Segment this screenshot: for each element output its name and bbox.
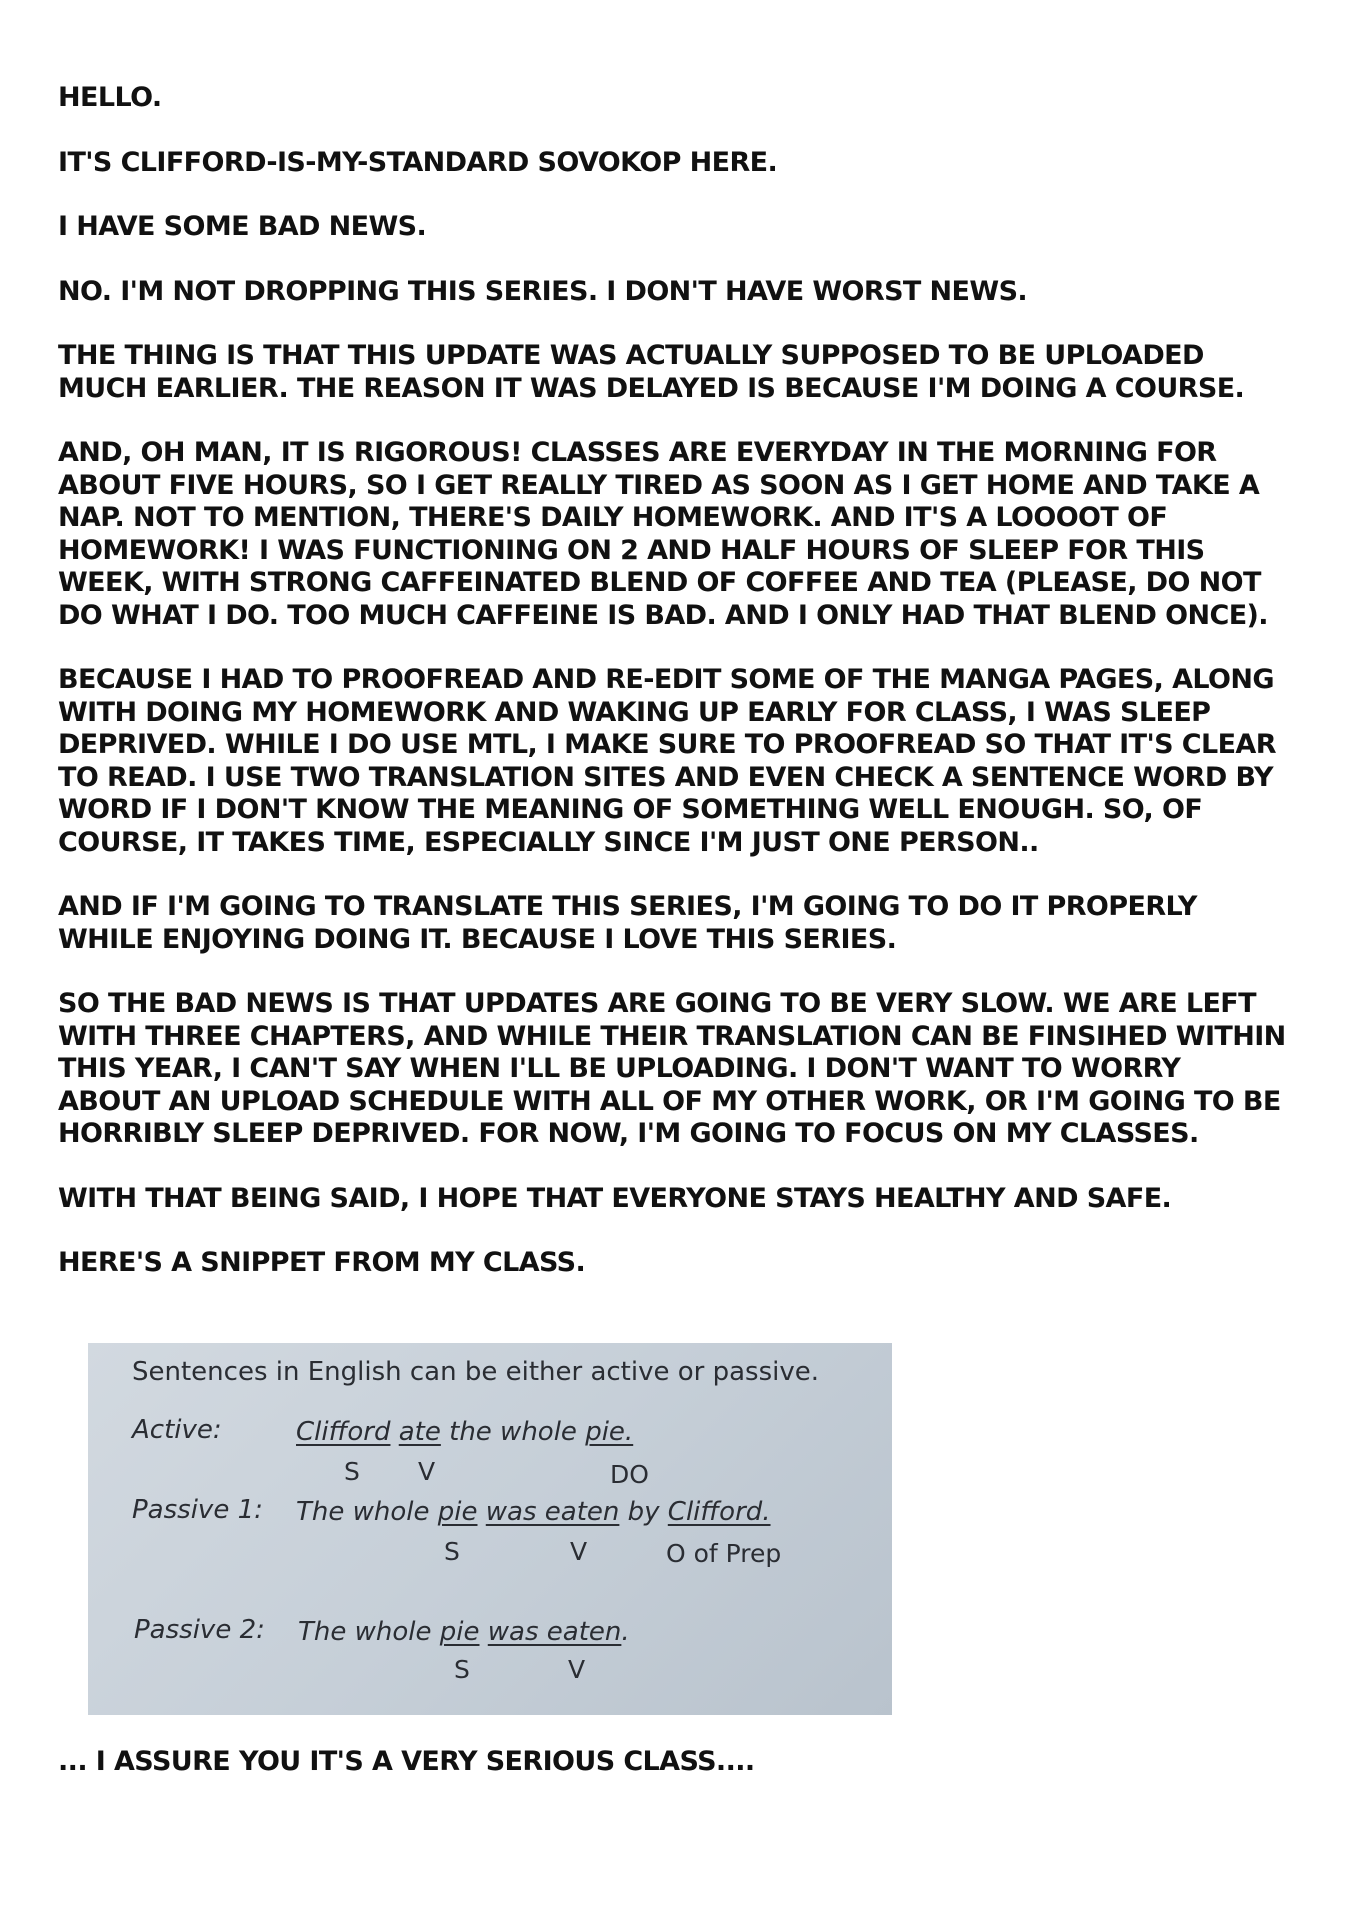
passive2-lead: The whole	[298, 1617, 432, 1647]
closing-line: ... I ASSURE YOU IT'S A VERY SERIOUS CLASS....	[58, 1746, 755, 1777]
slow-updates-paragraph: SO THE BAD NEWS IS THAT UPDATES ARE GOING TO BE VERY SLOW. WE ARE LEFT WITH THREE CHAPTERS, AND WHILE THEIR TRANSLATION CAN BE FINSIHED WITHIN THIS YEAR, I CAN'T SAY WHEN I'LL BE UPLOADING. I DON'T WANT TO WORRY ABOUT AN UPLOAD SCHEDULE WITH ALL OF MY OTHER WORK, OR I'M GOING TO BE HORRIBLY SLEEP DEPRIVED. FOR NOW, I'M GOING TO FOCUS ON MY CLASSES.	[58, 988, 1286, 1149]
active-tag-do: DO	[610, 1460, 649, 1489]
passive1-label: Passive 1:	[132, 1495, 263, 1525]
snippet-heading: Sentences in English can be either active or passive.	[132, 1357, 819, 1387]
introduction: IT'S CLIFFORD-IS-MY-STANDARD SOVOKOP HERE.	[58, 146, 778, 178]
passive2-label: Passive 2:	[134, 1615, 265, 1645]
passive1-tag-v: V	[570, 1537, 588, 1566]
passive1-prep: by	[627, 1497, 660, 1527]
not-dropping-line: NO. I'M NOT DROPPING THIS SERIES. I DON'T HAVE WORST NEWS.	[58, 275, 1028, 307]
announcement-text	[58, 82, 1308, 1312]
passive1-verb: was eaten	[485, 1497, 620, 1527]
greeting: HELLO.	[58, 82, 162, 113]
proofread-paragraph: BECAUSE I HAD TO PROOFREAD AND RE-EDIT SOME OF THE MANGA PAGES, ALONG WITH DOING MY HOMEWORK AND WAKING UP EARLY FOR CLASS, I WAS SLEEP DEPRIVED. WHILE I DO USE MTL, I MAKE SURE TO PROOFREAD SO THAT IT'S CLEAR TO READ. I USE TWO TRANSLATION SITES AND EVEN CHECK A SENTENCE WORD BY WORD IF I DON'T KNOW THE MEANING OF SOMETHING WELL ENOUGH. SO, OF COURSE, IT TAKES TIME, ESPECIALLY SINCE I'M JUST ONE PERSON..	[58, 664, 1276, 858]
active-sentence	[296, 1417, 633, 1447]
love-series-paragraph: AND IF I'M GOING TO TRANSLATE THIS SERIES, I'M GOING TO DO IT PROPERLY WHILE ENJOYING DOING IT. BECAUSE I LOVE THIS SERIES.	[58, 891, 1197, 955]
snippet-intro-line: HERE'S A SNIPPET FROM MY CLASS.	[58, 1247, 586, 1278]
passive1-tag-s: S	[444, 1537, 460, 1566]
passive1-sentence	[296, 1497, 771, 1527]
active-subject: Clifford	[296, 1417, 391, 1447]
active-tag-s: S	[344, 1457, 360, 1486]
stay-safe-line: WITH THAT BEING SAID, I HOPE THAT EVERYONE STAYS HEALTHY AND SAFE.	[58, 1182, 1172, 1214]
passive1-tag-o-of-prep: O of Prep	[666, 1539, 782, 1568]
passive1-subject: pie	[437, 1497, 478, 1527]
bad-news-line: I HAVE SOME BAD NEWS.	[58, 211, 427, 242]
active-object: pie.	[585, 1417, 634, 1447]
active-label: Active:	[132, 1415, 222, 1445]
passive1-lead: The whole	[296, 1497, 430, 1527]
passive2-sentence	[298, 1617, 630, 1647]
passive2-subject: pie	[439, 1617, 480, 1647]
passive2-end: .	[621, 1617, 630, 1647]
passive2-tag-v: V	[568, 1655, 586, 1684]
passive2-verb: was eaten	[487, 1617, 622, 1647]
active-tag-v: V	[418, 1457, 436, 1486]
course-paragraph: AND, OH MAN, IT IS RIGOROUS! CLASSES ARE EVERYDAY IN THE MORNING FOR ABOUT FIVE HOURS, SO I GET REALLY TIRED AS SOON AS I GET HOME AND TAKE A NAP. NOT TO MENTION, THERE'S DAILY HOMEWORK. AND IT'S A LOOOOT OF HOMEWORK! I WAS FUNCTIONING ON 2 AND HALF HOURS OF SLEEP FOR THIS WEEK, WITH STRONG CAFFEINATED BLEND OF COFFEE AND TEA (PLEASE, DO NOT DO WHAT I DO. TOO MUCH CAFFEINE IS BAD. AND I ONLY HAD THAT BLEND ONCE).	[58, 437, 1268, 631]
active-verb: ate	[398, 1417, 441, 1447]
passive2-tag-s: S	[454, 1655, 470, 1684]
class-snippet-photo	[88, 1343, 892, 1715]
delay-paragraph: THE THING IS THAT THIS UPDATE WAS ACTUALLY SUPPOSED TO BE UPLOADED MUCH EARLIER. THE REASON IT WAS DELAYED IS BECAUSE I'M DOING A COURSE.	[58, 340, 1245, 404]
active-mid: the whole	[449, 1417, 577, 1447]
passive1-agent: Clifford.	[667, 1497, 771, 1527]
